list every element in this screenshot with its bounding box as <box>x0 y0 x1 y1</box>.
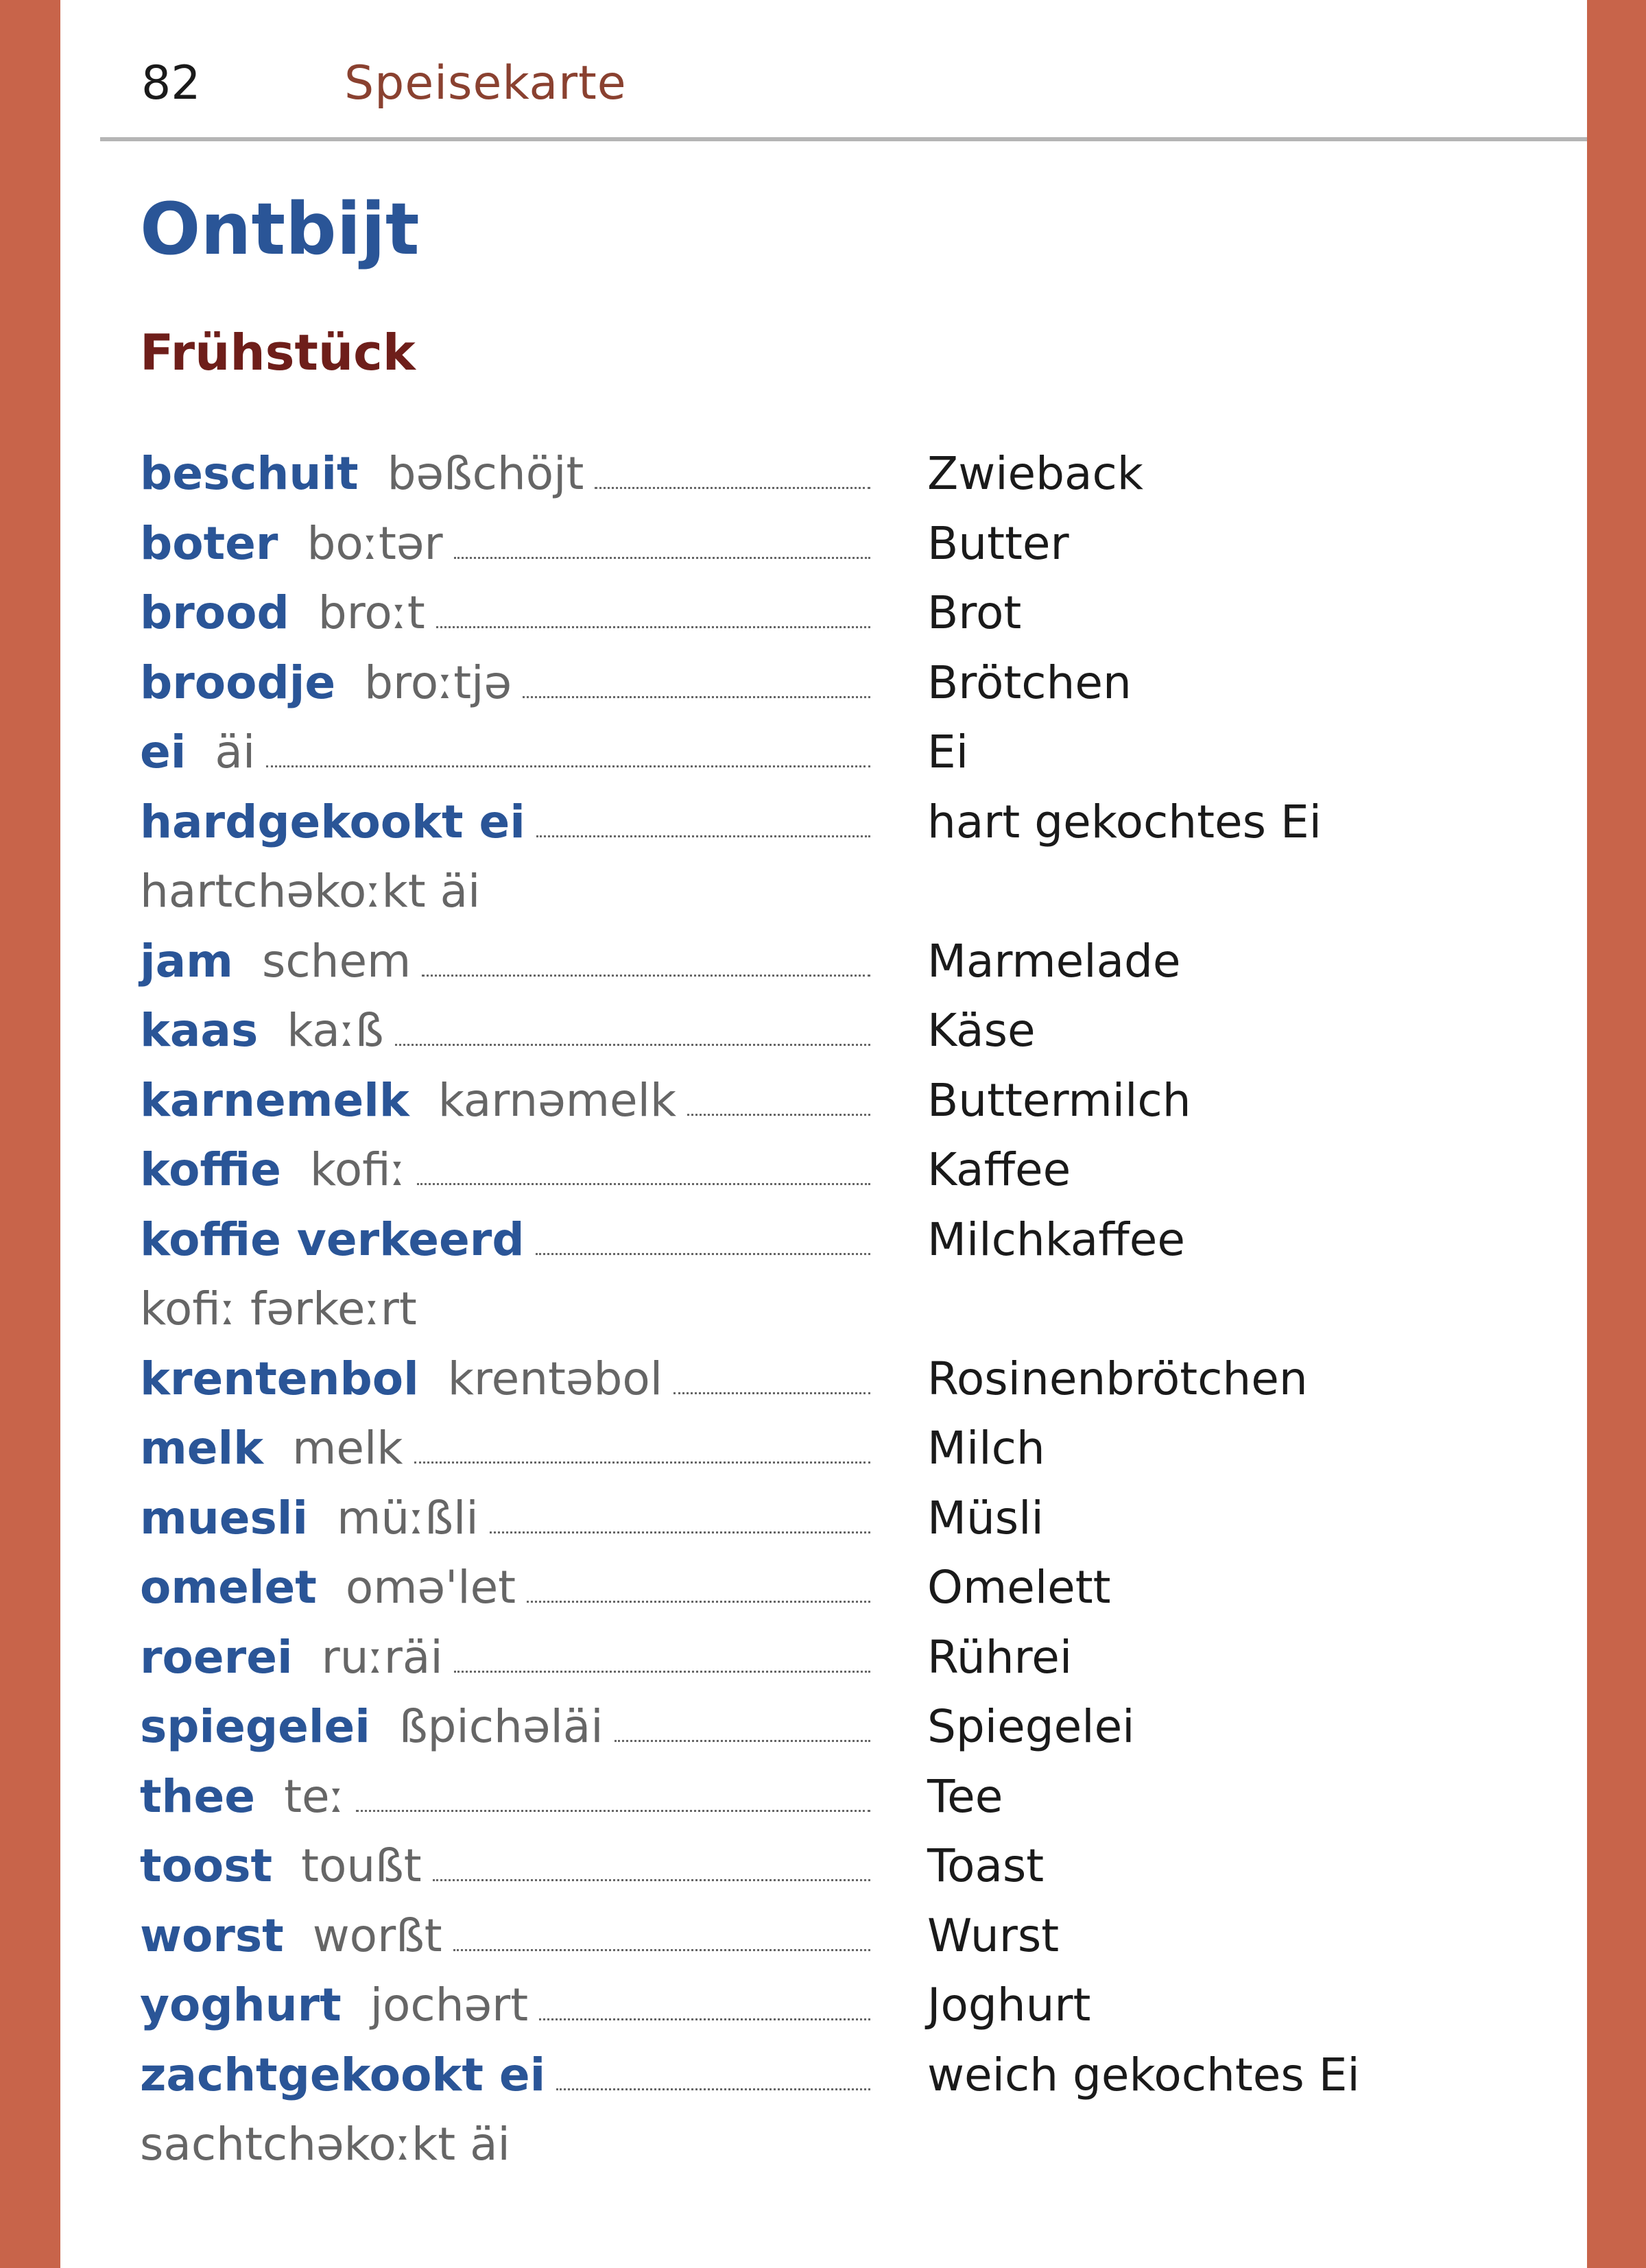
dot-leader <box>395 1043 870 1046</box>
dutch-word: ei <box>140 726 187 778</box>
dutch-term <box>140 648 870 718</box>
vocabulary-entry-continuation <box>140 857 1512 927</box>
vocabulary-entry <box>140 717 1512 787</box>
dutch-word: jam <box>140 934 233 988</box>
page-header <box>100 0 1587 141</box>
dutch-word: krentenbol <box>140 1352 419 1405</box>
vocabulary-entry <box>140 996 1512 1066</box>
dot-leader <box>536 835 870 837</box>
pronunciation: bəßchöjt <box>387 447 584 500</box>
german-translation: Omelett <box>927 1561 1111 1614</box>
dutch-term <box>140 1762 870 1832</box>
pronunciation: sachtchəkoːkt äi <box>140 2118 510 2171</box>
vocabulary-entry <box>140 1692 1512 1762</box>
dot-leader <box>539 2018 870 2020</box>
pronunciation: ßpichəläi <box>398 1700 604 1753</box>
dutch-term <box>140 1413 870 1483</box>
dot-leader <box>436 625 870 628</box>
vocabulary-list <box>140 439 1512 2180</box>
dutch-word: roerei <box>140 1630 293 1684</box>
dot-leader <box>536 1252 870 1255</box>
pronunciation: toußt <box>301 1839 422 1892</box>
german-translation: weich gekochtes Ei <box>927 2048 1360 2101</box>
pronunciation: müːßli <box>337 1491 479 1544</box>
pronunciation: kaːß <box>287 1004 384 1057</box>
dot-leader <box>527 1600 870 1603</box>
german-translation: Käse <box>927 1004 1036 1057</box>
german-translation: Butter <box>927 516 1069 570</box>
vocabulary-entry <box>140 1970 1512 2040</box>
pronunciation: äi <box>215 726 256 778</box>
vocabulary-entry <box>140 1205 1512 1275</box>
dot-leader <box>687 1113 870 1116</box>
vocabulary-entry-continuation <box>140 2110 1512 2180</box>
running-title: Speisekarte <box>344 56 627 110</box>
german-translation: Brötchen <box>927 656 1132 709</box>
german-translation: Müsli <box>927 1491 1044 1544</box>
german-translation: Toast <box>927 1839 1045 1892</box>
dutch-word: kaas <box>140 1004 259 1057</box>
vocabulary-entry <box>140 648 1512 718</box>
section-title: Ontbijt <box>140 187 420 271</box>
dot-leader <box>454 556 870 559</box>
dutch-term <box>140 1553 870 1623</box>
german-translation: Joghurt <box>927 1979 1091 2031</box>
vocabulary-entry <box>140 439 1512 509</box>
dutch-word: muesli <box>140 1491 309 1544</box>
pronunciation: boːtər <box>307 516 443 570</box>
vocabulary-entry <box>140 1066 1512 1136</box>
dutch-term <box>140 1831 870 1901</box>
dutch-word: beschuit <box>140 447 359 500</box>
dutch-term <box>140 996 870 1066</box>
german-translation: Ei <box>927 726 969 778</box>
german-translation: Marmelade <box>927 934 1181 988</box>
dutch-term <box>140 787 870 857</box>
dutch-term <box>140 1135 870 1205</box>
section-subtitle: Frühstück <box>140 324 416 381</box>
dutch-term <box>140 1692 870 1762</box>
vocabulary-entry <box>140 578 1512 648</box>
german-translation: Brot <box>927 586 1022 639</box>
dutch-term <box>140 1205 870 1275</box>
dutch-word: broodje <box>140 656 336 709</box>
vocabulary-entry <box>140 1762 1512 1832</box>
dot-leader <box>595 486 870 489</box>
pronunciation: broːtjə <box>364 656 512 709</box>
german-translation: Milch <box>927 1422 1045 1475</box>
german-translation: Rosinenbrötchen <box>927 1352 1308 1405</box>
vocabulary-entry <box>140 509 1512 579</box>
dutch-term <box>140 1623 870 1693</box>
pronunciation: jochərt <box>370 1979 529 2031</box>
vocabulary-entry <box>140 1623 1512 1693</box>
pronunciation: kofiː <box>309 1143 406 1196</box>
pronunciation: omə'let <box>345 1561 516 1614</box>
dot-leader <box>490 1531 870 1533</box>
dutch-word: yoghurt <box>140 1979 342 2031</box>
vocabulary-entry <box>140 1553 1512 1623</box>
german-translation: Rührei <box>927 1630 1073 1684</box>
dutch-term <box>140 1970 870 2040</box>
dutch-word: zachtgekookt ei <box>140 2048 546 2101</box>
dutch-word: omelet <box>140 1561 317 1614</box>
pronunciation: schem <box>261 934 412 988</box>
dot-leader <box>356 1809 870 1812</box>
pronunciation: melk <box>292 1422 403 1475</box>
vocabulary-entry <box>140 1831 1512 1901</box>
pronunciation: karnəmelk <box>438 1073 677 1127</box>
pronunciation: worßt <box>312 1909 442 1962</box>
dutch-term <box>140 717 870 787</box>
vocabulary-entry <box>140 927 1512 996</box>
dutch-term <box>140 439 870 509</box>
dot-leader <box>523 695 870 698</box>
vocabulary-entry <box>140 1901 1512 1971</box>
dot-leader <box>615 1739 870 1742</box>
german-translation: Kaffee <box>927 1143 1071 1196</box>
dutch-word: melk <box>140 1422 264 1475</box>
vocabulary-entry-continuation <box>140 1274 1512 1344</box>
dot-leader <box>453 1948 870 1951</box>
vocabulary-entry <box>140 787 1512 857</box>
dutch-word: toost <box>140 1839 273 1892</box>
german-translation: Zwieback <box>927 447 1143 500</box>
dutch-term <box>140 578 870 648</box>
dutch-term <box>140 927 870 996</box>
dot-leader <box>433 1878 870 1881</box>
vocabulary-entry <box>140 2040 1512 2110</box>
dutch-word: thee <box>140 1769 256 1823</box>
pronunciation: teː <box>284 1769 345 1823</box>
dutch-word: boter <box>140 516 278 570</box>
pronunciation: hartchəkoːkt äi <box>140 865 481 918</box>
dutch-word: koffie <box>140 1143 281 1196</box>
vocabulary-entry <box>140 1483 1512 1553</box>
dutch-word: hardgekookt ei <box>140 795 525 848</box>
dutch-term <box>140 1483 870 1553</box>
dot-leader <box>417 1182 870 1185</box>
german-translation: Milchkaffee <box>927 1213 1185 1266</box>
dutch-term <box>140 1901 870 1971</box>
dutch-term <box>140 1344 870 1414</box>
pronunciation: ruːräi <box>321 1630 443 1684</box>
dot-leader <box>414 1461 870 1464</box>
dot-leader <box>454 1670 870 1673</box>
pronunciation: kofiː fərkeːrt <box>140 1282 417 1335</box>
pronunciation: krentəbol <box>447 1352 663 1405</box>
german-translation: hart gekochtes Ei <box>927 795 1322 848</box>
german-translation: Tee <box>927 1769 1003 1823</box>
dutch-term <box>140 1274 870 1344</box>
page <box>60 0 1587 2268</box>
german-translation: Buttermilch <box>927 1073 1191 1127</box>
dutch-term <box>140 2110 870 2180</box>
german-translation: Spiegelei <box>927 1700 1135 1753</box>
dutch-term <box>140 1066 870 1136</box>
dutch-word: spiegelei <box>140 1700 370 1753</box>
dutch-term <box>140 509 870 579</box>
vocabulary-entry <box>140 1344 1512 1414</box>
german-translation: Wurst <box>927 1909 1060 1962</box>
dot-leader <box>266 765 870 767</box>
dot-leader <box>556 2088 870 2090</box>
dutch-word: worst <box>140 1909 284 1962</box>
dutch-word: brood <box>140 586 289 639</box>
page-number: 82 <box>141 56 201 110</box>
dot-leader <box>422 974 870 977</box>
vocabulary-entry <box>140 1413 1512 1483</box>
dutch-term <box>140 2040 870 2110</box>
vocabulary-entry <box>140 1135 1512 1205</box>
dot-leader <box>673 1392 870 1394</box>
dutch-word: koffie verkeerd <box>140 1213 525 1266</box>
pronunciation: broːt <box>318 586 425 639</box>
dutch-term <box>140 857 870 927</box>
dutch-word: karnemelk <box>140 1073 409 1127</box>
